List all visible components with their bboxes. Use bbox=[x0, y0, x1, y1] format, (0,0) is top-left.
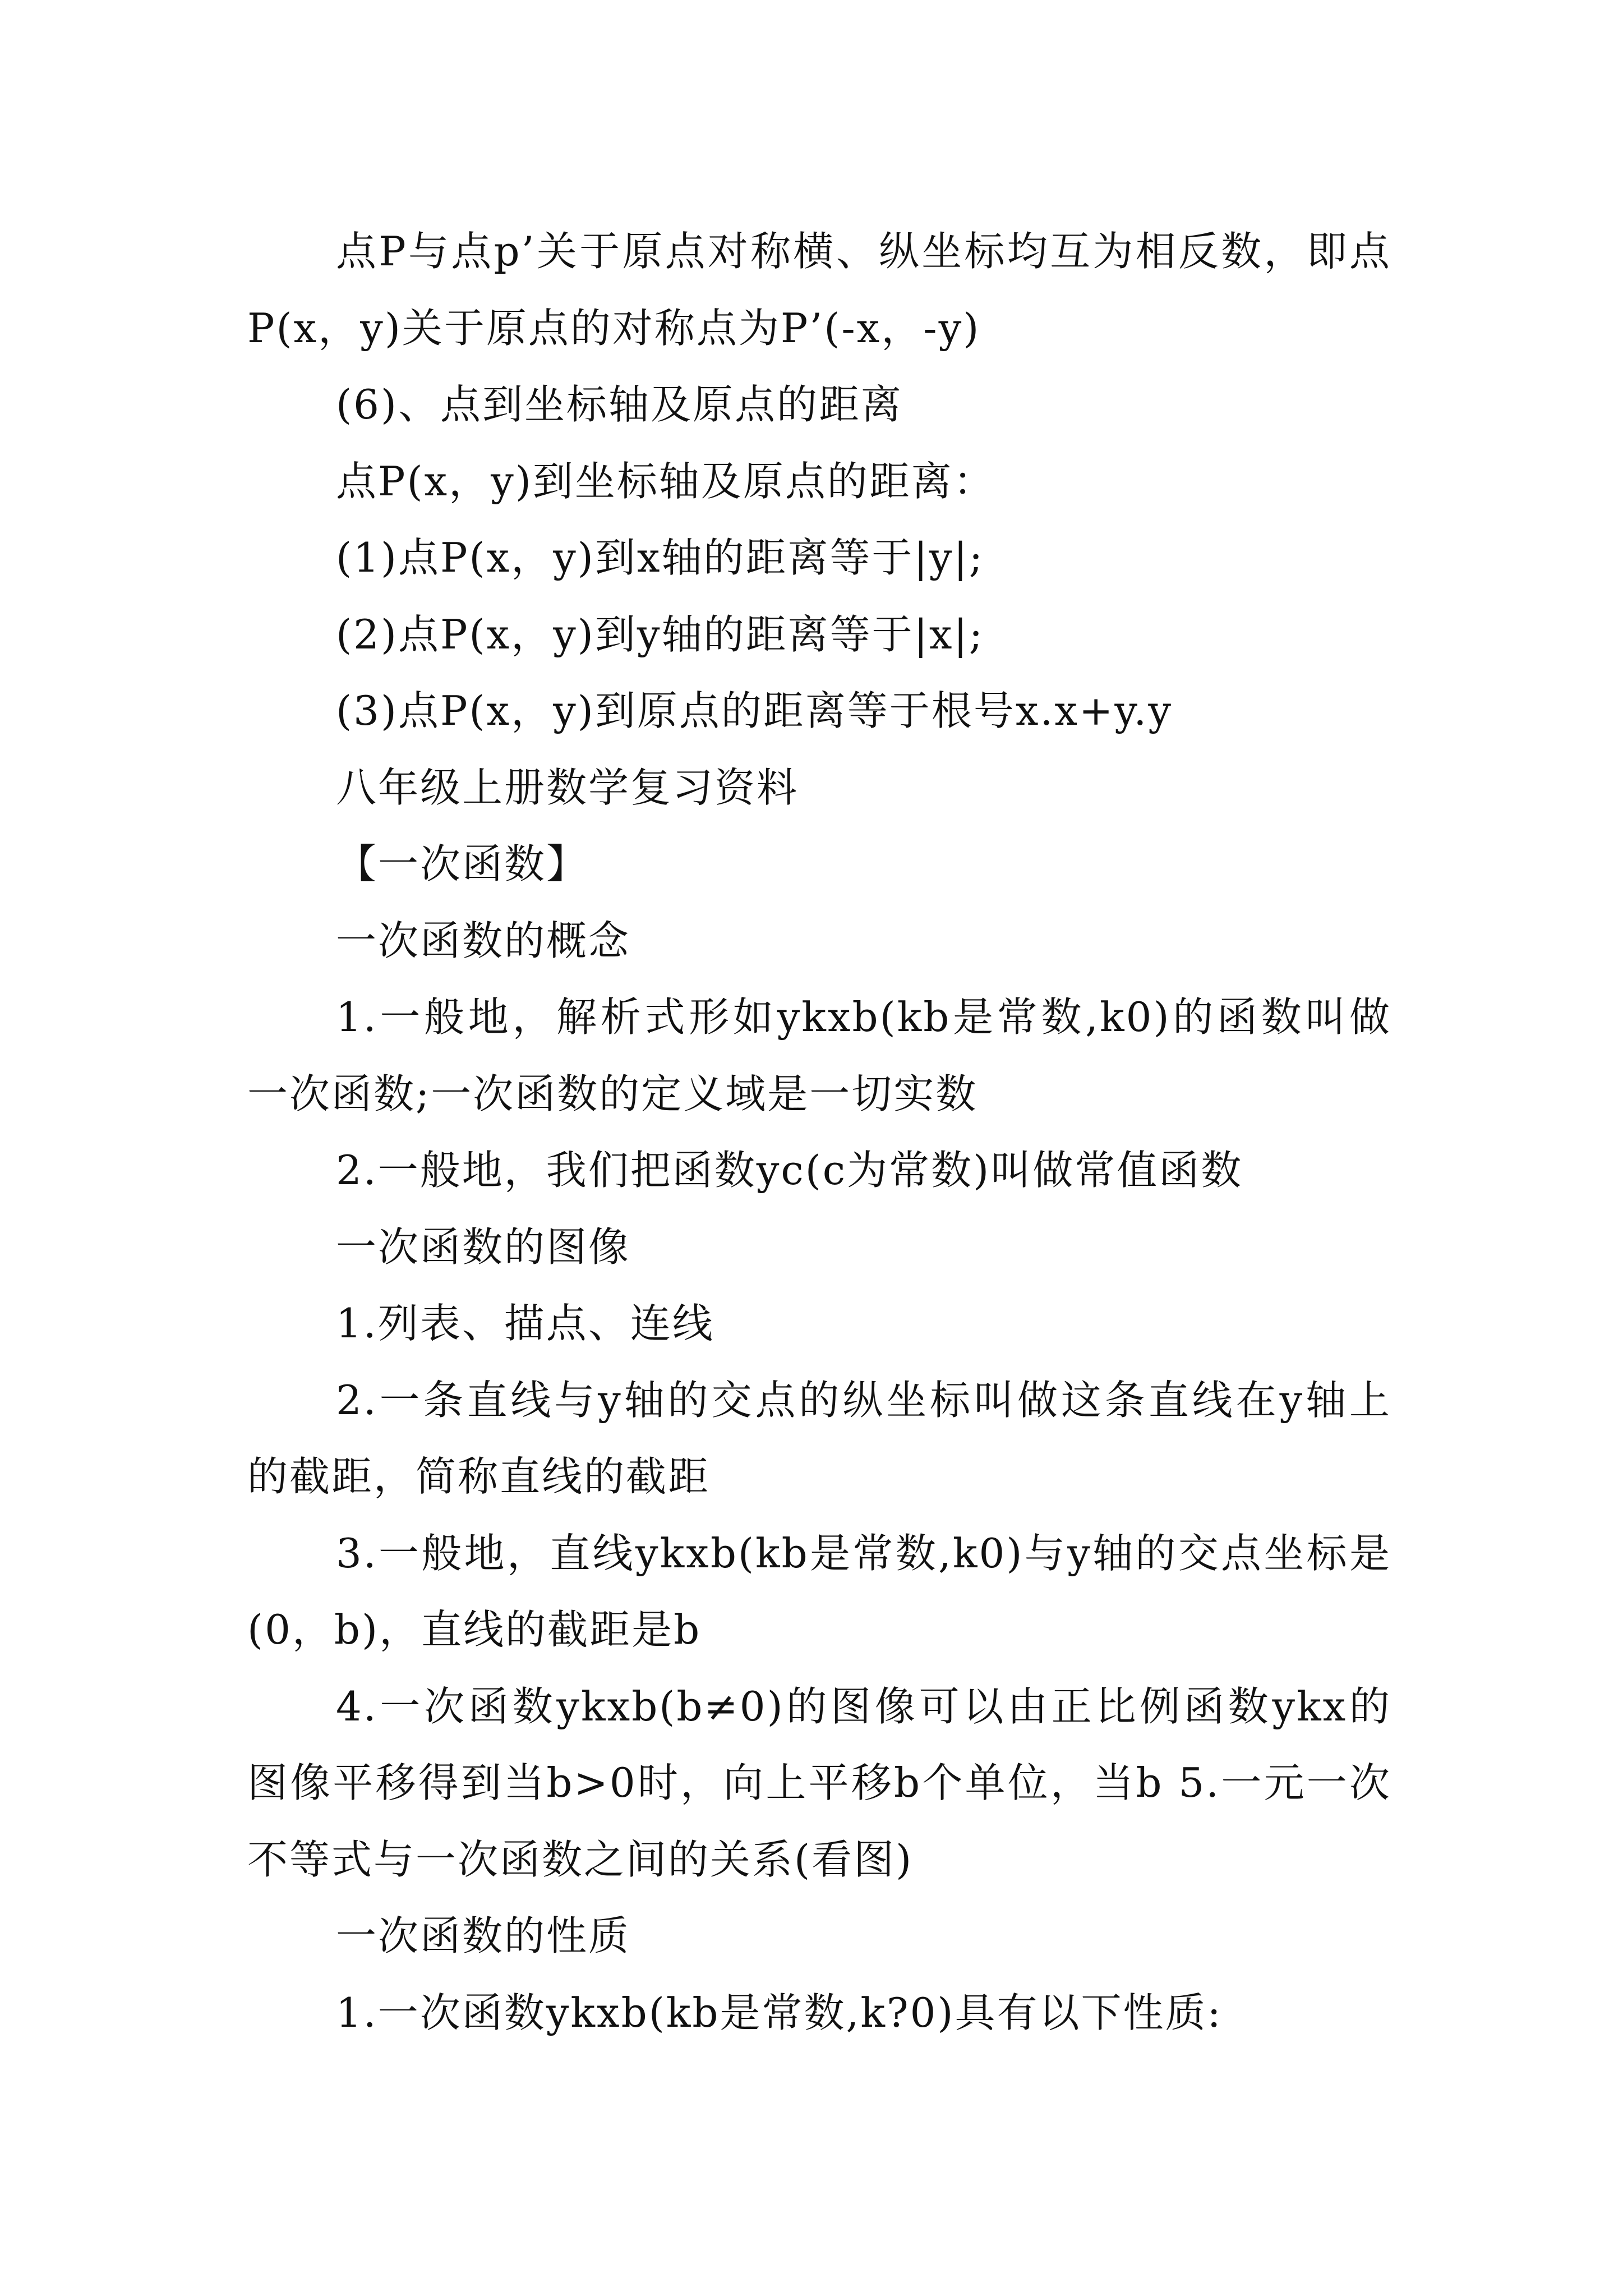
document-body bbox=[247, 213, 1391, 2051]
list-item-distance-origin: (3)点P(x，y)到原点的距离等于根号x.x+y.y bbox=[336, 687, 1173, 734]
paragraph-concept-1: 1.一般地，解析式形如ykxb(kb是常数,k0)的函数叫做一次函数;一次函数的定义域是一切实数 bbox=[247, 993, 1391, 1117]
paragraph-symmetry-origin: 点P与点p’关于原点对称横、纵坐标均互为相反数，即点P(x，y)关于原点的对称点为P’(-x，-y) bbox=[247, 228, 1391, 352]
subheading-concept: 一次函数的概念 bbox=[336, 917, 631, 964]
paragraph-graph-3: 3.一般地，直线ykxb(kb是常数,k0)与y轴的交点坐标是(0，b)，直线的截距是b bbox=[247, 1529, 1391, 1653]
section-title-linear-function: 【一次函数】 bbox=[336, 840, 589, 887]
paragraph-graph-4: 4.一次函数ykxb(b≠0)的图像可以由正比例函数ykx的图像平移得到当b>0时，向上平移b个单位，当b 5.一元一次不等式与一次函数之间的关系(看图) bbox=[247, 1682, 1391, 1883]
paragraph-concept-2: 2.一般地，我们把函数yc(c为常数)叫做常值函数 bbox=[336, 1147, 1243, 1194]
list-item-distance-x-axis: (1)点P(x，y)到x轴的距离等于|y|; bbox=[336, 534, 984, 581]
paragraph-distance-intro: 点P(x，y)到坐标轴及原点的距离： bbox=[336, 457, 995, 505]
paragraph-properties-1: 1.一次函数ykxb(kb是常数,k?0)具有以下性质: bbox=[336, 1989, 1223, 2036]
list-item-distance-y-axis: (2)点P(x，y)到y轴的距离等于|x|; bbox=[336, 610, 984, 658]
subheading-properties: 一次函数的性质 bbox=[336, 1912, 631, 1959]
subheading-graph: 一次函数的图像 bbox=[336, 1223, 631, 1271]
heading-distance-to-axes: (6)、点到坐标轴及原点的距离 bbox=[336, 381, 903, 428]
section-title-review: 八年级上册数学复习资料 bbox=[336, 763, 799, 811]
paragraph-graph-1: 1.列表、描点、连线 bbox=[336, 1300, 714, 1347]
paragraph-graph-2: 2.一条直线与y轴的交点的纵坐标叫做这条直线在y轴上的截距，简称直线的截距 bbox=[247, 1376, 1391, 1500]
